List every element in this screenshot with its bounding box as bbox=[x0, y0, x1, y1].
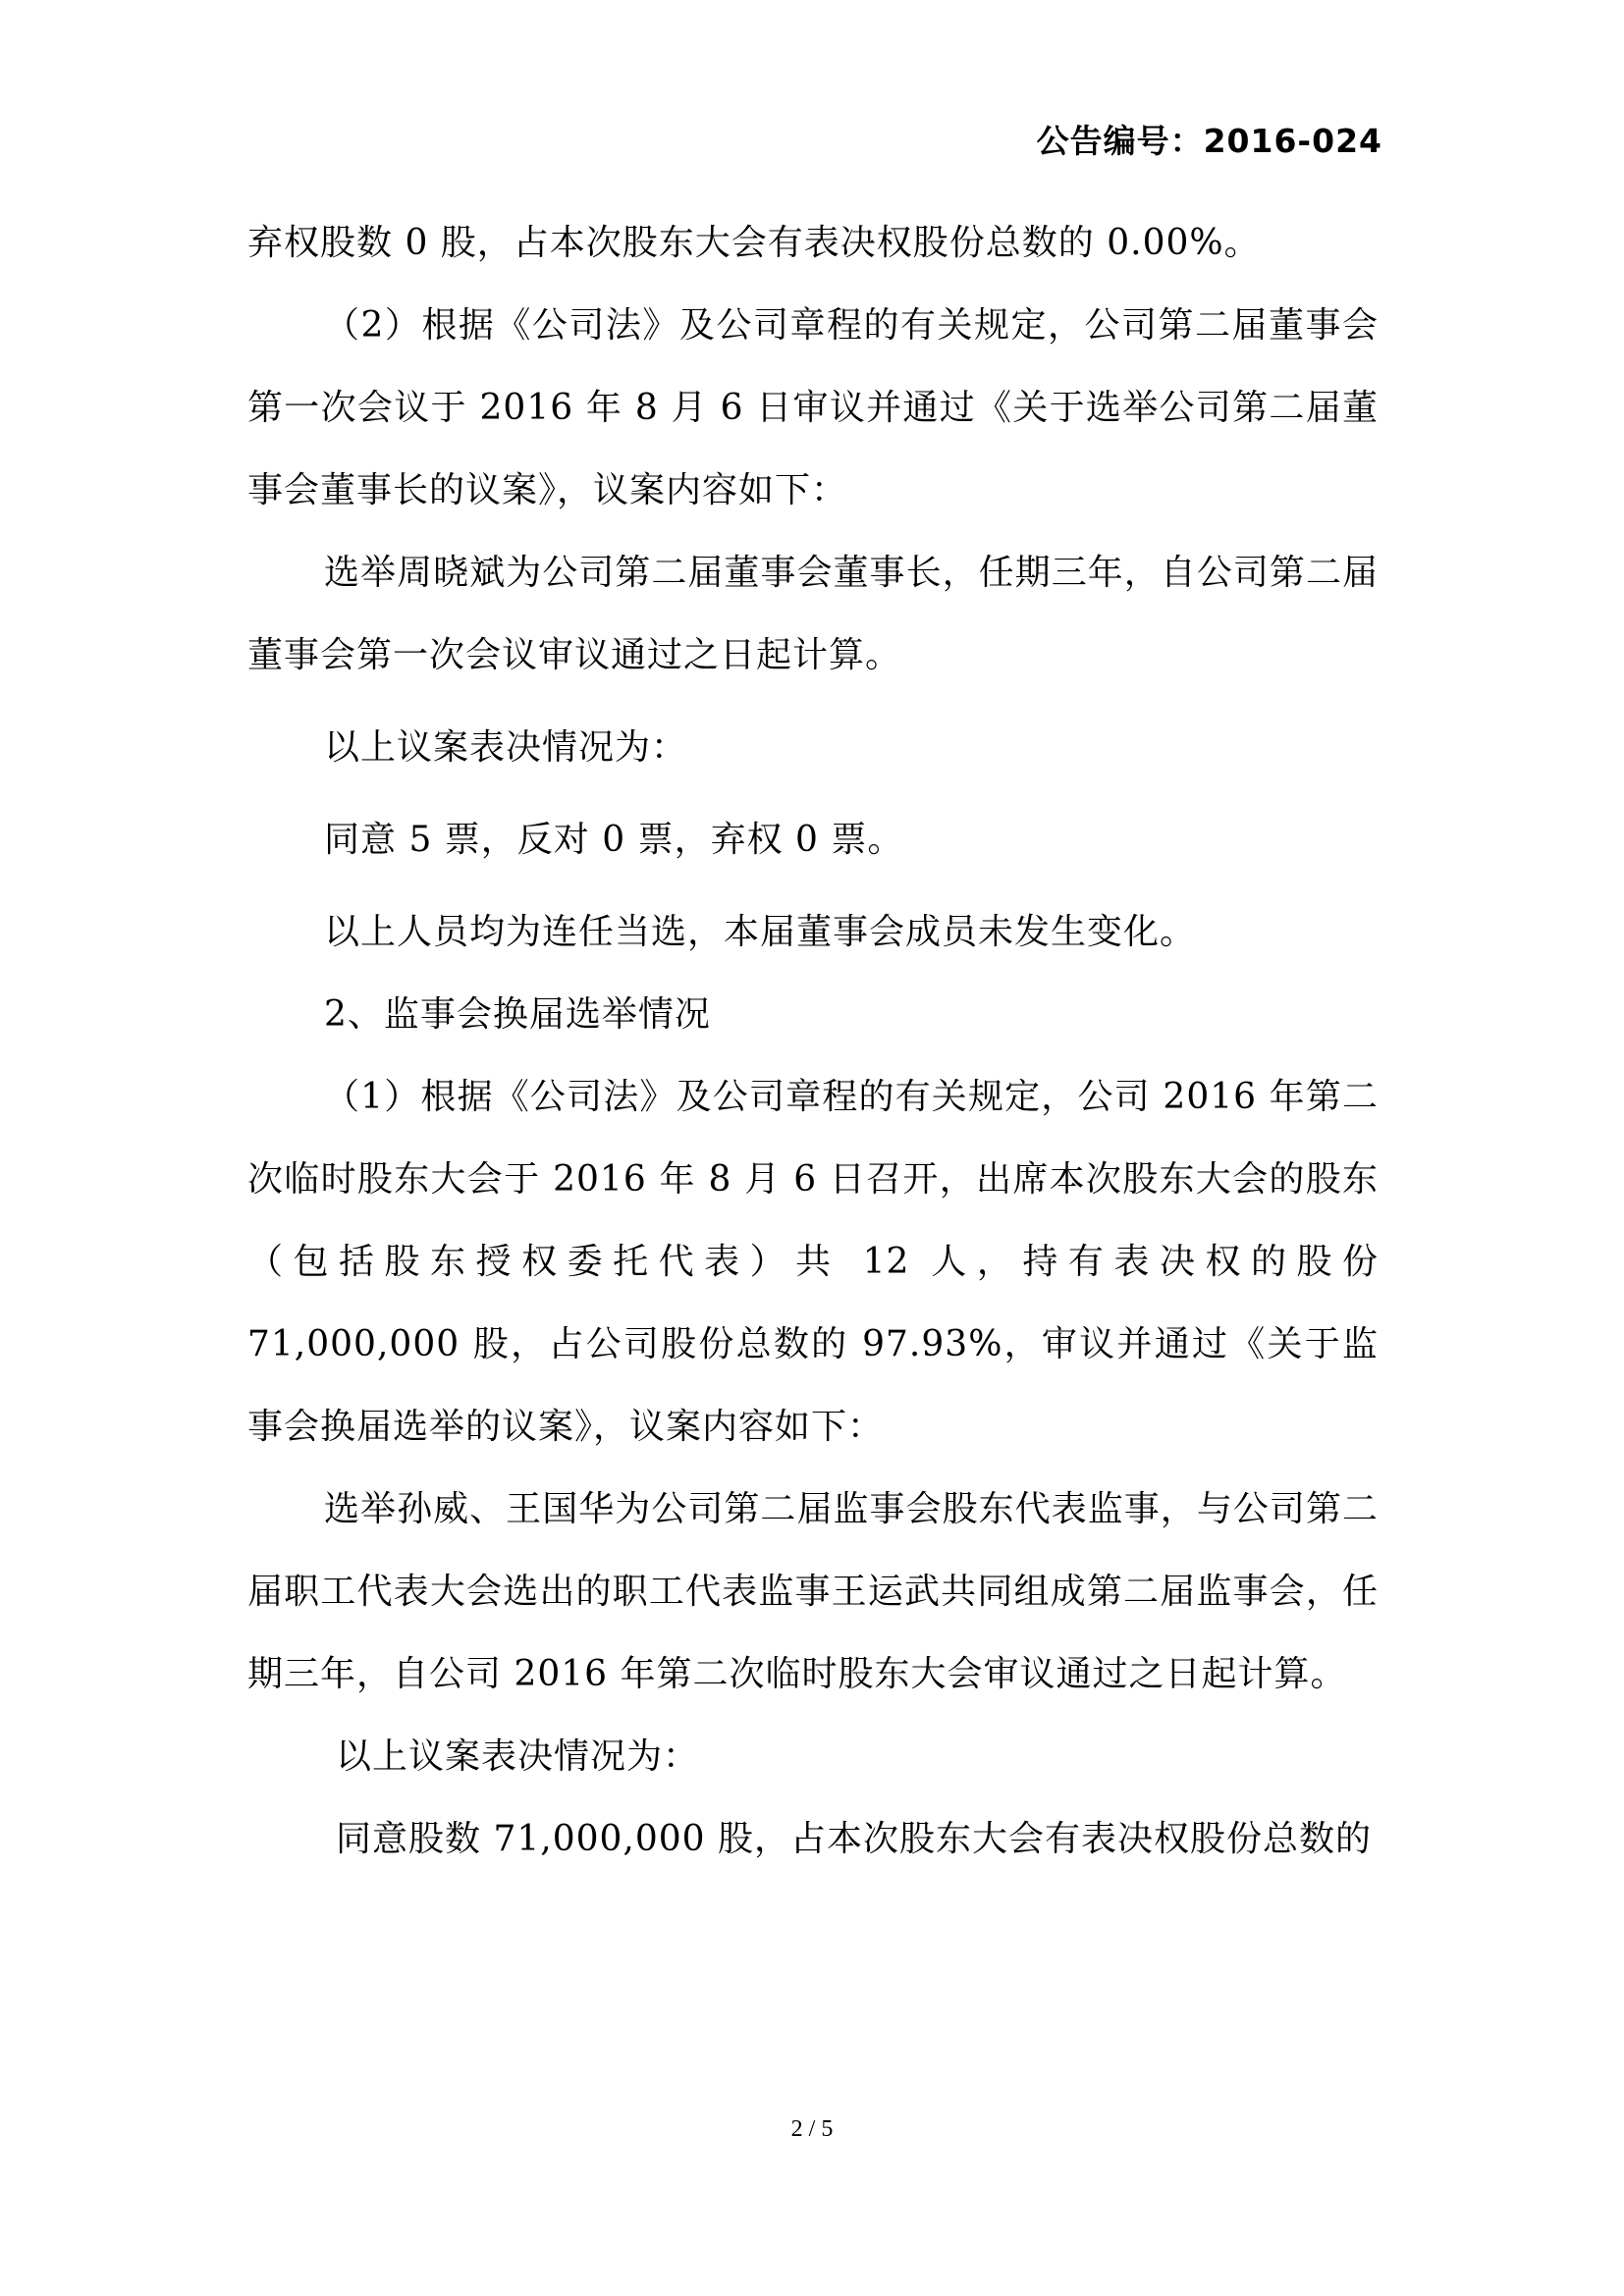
page-indicator: 2 / 5 bbox=[790, 2116, 834, 2142]
document-body bbox=[247, 202, 1379, 1881]
paragraph-vote-heading: 以上议案表决情况为： bbox=[324, 727, 688, 768]
paragraph-supervisor-election: 选举孙威、王国华为公司第二届监事会股东代表监事，与公司第二届职工代表大会选出的职工代表监事王运武共同组成第二届监事会，任期三年，自公司 2016 年第二次临时股东大会审议通过之日起计算。 bbox=[247, 1489, 1379, 1694]
paragraph-board-meeting: （2）根据《公司法》及公司章程的有关规定，公司第二届董事会第一次会议于 2016 年 8 月 6 日审议并通过《关于选举公司第二届董事会董事长的议案》，议案内容如下： bbox=[247, 305, 1379, 510]
paragraph-reelection-note: 以上人员均为连任当选，本届董事会成员未发生变化。 bbox=[324, 912, 1197, 952]
paragraph-approval-shares: 同意股数 71,000,000 股，占本次股东大会有表决权股份总数的 bbox=[336, 1819, 1373, 1859]
paragraph-vote-result: 同意 5 票，反对 0 票，弃权 0 票。 bbox=[324, 820, 904, 860]
paragraph-shareholder-meeting: （1）根据《公司法》及公司章程的有关规定，公司 2016 年第二次临时股东大会于 2016 年 8 月 6 日召开，出席本次股东大会的股东（包括股东授权委托代表）共 12 人，持有表决权的股份 71,000,000 股，占公司股份总数的 97.93%，审议并通过《关于监事会换届选举的议案》，议案内容如下： bbox=[247, 1077, 1379, 1447]
paragraph-abstain-shares: 弃权股数 0 股，占本次股东大会有表决权股份总数的 0.00%。 bbox=[247, 223, 1261, 263]
paragraph-chairman-election: 选举周晓斌为公司第二届董事会董事长，任期三年，自公司第二届董事会第一次会议审议通过之日起计算。 bbox=[247, 553, 1379, 675]
announcement-number: 公告编号：2016-024 bbox=[1036, 122, 1382, 160]
paragraph-vote-heading-2: 以上议案表决情况为： bbox=[336, 1736, 700, 1777]
section-heading-supervisory-board: 2、监事会换届选举情况 bbox=[324, 994, 711, 1035]
